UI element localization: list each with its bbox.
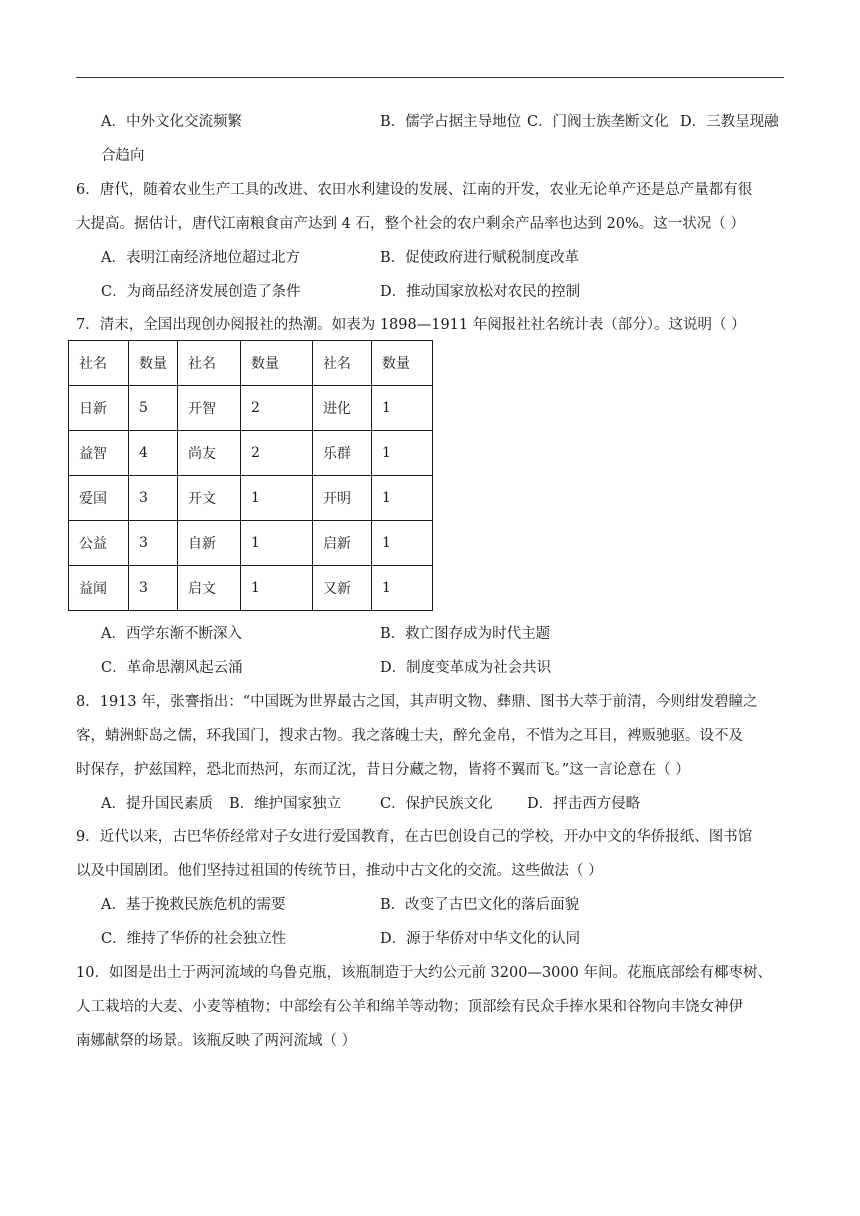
table-cell: 1: [241, 521, 313, 566]
q8-option-c[interactable]: C．保护民族文化: [380, 796, 493, 812]
table-header-row: [69, 341, 433, 386]
table-cell: 开明: [313, 476, 372, 521]
q5-option-b[interactable]: B．儒学占据主导地位: [380, 114, 522, 130]
q6-option-d[interactable]: D．推动国家放松对农民的控制: [380, 284, 581, 300]
table-cell: 1: [372, 386, 433, 431]
table-header-cell: 社名: [313, 341, 372, 386]
q6-option-a[interactable]: A．表明江南经济地位超过北方: [101, 250, 300, 266]
table-cell: 5: [129, 386, 178, 431]
table-cell: 3: [129, 566, 178, 611]
table-cell: 公益: [69, 521, 129, 566]
table-row: [69, 431, 433, 476]
table-cell: 1: [372, 431, 433, 476]
q10-stem-line-2: 人工栽培的大麦、小麦等植物；中部绘有公羊和绵羊等动物；顶部绘有民众手捧水果和谷物向丰饶女神伊: [76, 999, 743, 1015]
q9-option-c[interactable]: C．维持了华侨的社会独立性: [101, 931, 287, 947]
table-cell: 日新: [69, 386, 129, 431]
q9-option-a[interactable]: A．基于挽救民族危机的需要: [101, 897, 286, 913]
table-row: [69, 476, 433, 521]
q9-stem-line-1: 9．近代以来，古巴华侨经常对子女进行爱国教育，在古巴创设自己的学校，开办中文的华侨报纸、图书馆: [76, 829, 753, 845]
table-header-cell: 社名: [178, 341, 241, 386]
table-cell: 1: [372, 566, 433, 611]
q7-option-c[interactable]: C．革命思潮风起云涌: [101, 660, 243, 676]
table-cell: 1: [241, 566, 313, 611]
table-cell: 自新: [178, 521, 241, 566]
q7-stem-line-1: 7．清末，全国出现创办阅报社的热潮。如表为 1898—1911 年阅报社社名统计表（部分）。这说明（ ）: [76, 317, 746, 333]
table-cell: 尚友: [178, 431, 241, 476]
table-cell: 开智: [178, 386, 241, 431]
q6-option-b[interactable]: B．促使政府进行赋税制度改革: [380, 250, 580, 266]
header-rule: [76, 77, 784, 78]
table-cell: 开文: [178, 476, 241, 521]
table-cell: 1: [372, 521, 433, 566]
table-cell: 爱国: [69, 476, 129, 521]
q10-stem-line-3: 南娜献祭的场景。该瓶反映了两河流域（ ）: [76, 1033, 357, 1049]
reading-society-table: [68, 340, 433, 611]
table-row: [69, 386, 433, 431]
q8-option-a[interactable]: A．提升国民素质: [101, 796, 213, 812]
q8-stem-line-1: 8．1913 年，张謇指出：“中国既为世界最古之国，其声明文物、彝鼎、图书大萃于前清，今则绀发碧瞳之: [76, 694, 758, 710]
q8-stem-line-2: 客，蜻洲虾岛之儒，环我国门，搜求古物。我之落魄士夫，醉允金帛，不惜为之耳目，裨贩驰驱。设不及: [76, 728, 743, 744]
q7-option-d[interactable]: D．制度变革成为社会共识: [380, 660, 552, 676]
q7-option-a[interactable]: A．西学东渐不断深入: [101, 626, 242, 642]
table-cell: 2: [241, 431, 313, 476]
q7-option-b[interactable]: B．救亡图存成为时代主题: [380, 626, 551, 642]
table-header-cell: 数量: [372, 341, 433, 386]
q6-stem-line-1: 6．唐代，随着农业生产工具的改进、农田水利建设的发展、江南的开发，农业无论单产还是总产量都有很: [76, 182, 753, 198]
table-row: [69, 521, 433, 566]
q6-option-c[interactable]: C．为商品经济发展创造了条件: [101, 284, 301, 300]
table-cell: 益智: [69, 431, 129, 476]
q8-option-b[interactable]: B．维护国家独立: [229, 796, 342, 812]
q9-stem-line-2: 以及中国剧团。他们坚持过祖国的传统节日，推动中古文化的交流。这些做法（ ）: [76, 863, 603, 879]
table-cell: 2: [241, 386, 313, 431]
table-cell: 乐群: [313, 431, 372, 476]
table-row: [69, 566, 433, 611]
q5-option-d[interactable]: D．三教呈现融: [680, 114, 779, 130]
q8-option-d[interactable]: D．抨击西方侵略: [527, 796, 641, 812]
q9-option-b[interactable]: B．改变了古巴文化的落后面貌: [380, 897, 580, 913]
q5-option-a[interactable]: A．中外文化交流频繁: [101, 114, 242, 130]
table-header-cell: 数量: [241, 341, 313, 386]
table-cell: 1: [241, 476, 313, 521]
q6-stem-line-2: 大提高。据估计，唐代江南粮食亩产达到 4 石，整个社会的农户剩余产品率也达到 20%。这一状况（ ）: [76, 216, 745, 232]
q10-stem-line-1: 10．如图是出土于两河流域的乌鲁克瓶，该瓶制造于大约公元前 3200—3000 年间。花瓶底部绘有椰枣树、: [76, 965, 772, 981]
table-cell: 又新: [313, 566, 372, 611]
table-cell: 启文: [178, 566, 241, 611]
table-cell: 4: [129, 431, 178, 476]
table-cell: 3: [129, 521, 178, 566]
q9-option-d[interactable]: D．源于华侨对中华文化的认同: [380, 931, 581, 947]
q5-option-c[interactable]: C．门阀士族垄断文化: [527, 114, 669, 130]
q5-option-d-wrap: 合趋向: [101, 148, 145, 164]
table-cell: 1: [372, 476, 433, 521]
table-header-cell: 数量: [129, 341, 178, 386]
table-cell: 3: [129, 476, 178, 521]
table-cell: 进化: [313, 386, 372, 431]
table-cell: 启新: [313, 521, 372, 566]
q8-stem-line-3: 时保存，护兹国粹，恐北而热河，东而辽沈，昔日分藏之物，皆将不翼而飞。”这一言论意在（ ）: [76, 762, 690, 778]
table-cell: 益闻: [69, 566, 129, 611]
table-header-cell: 社名: [69, 341, 129, 386]
